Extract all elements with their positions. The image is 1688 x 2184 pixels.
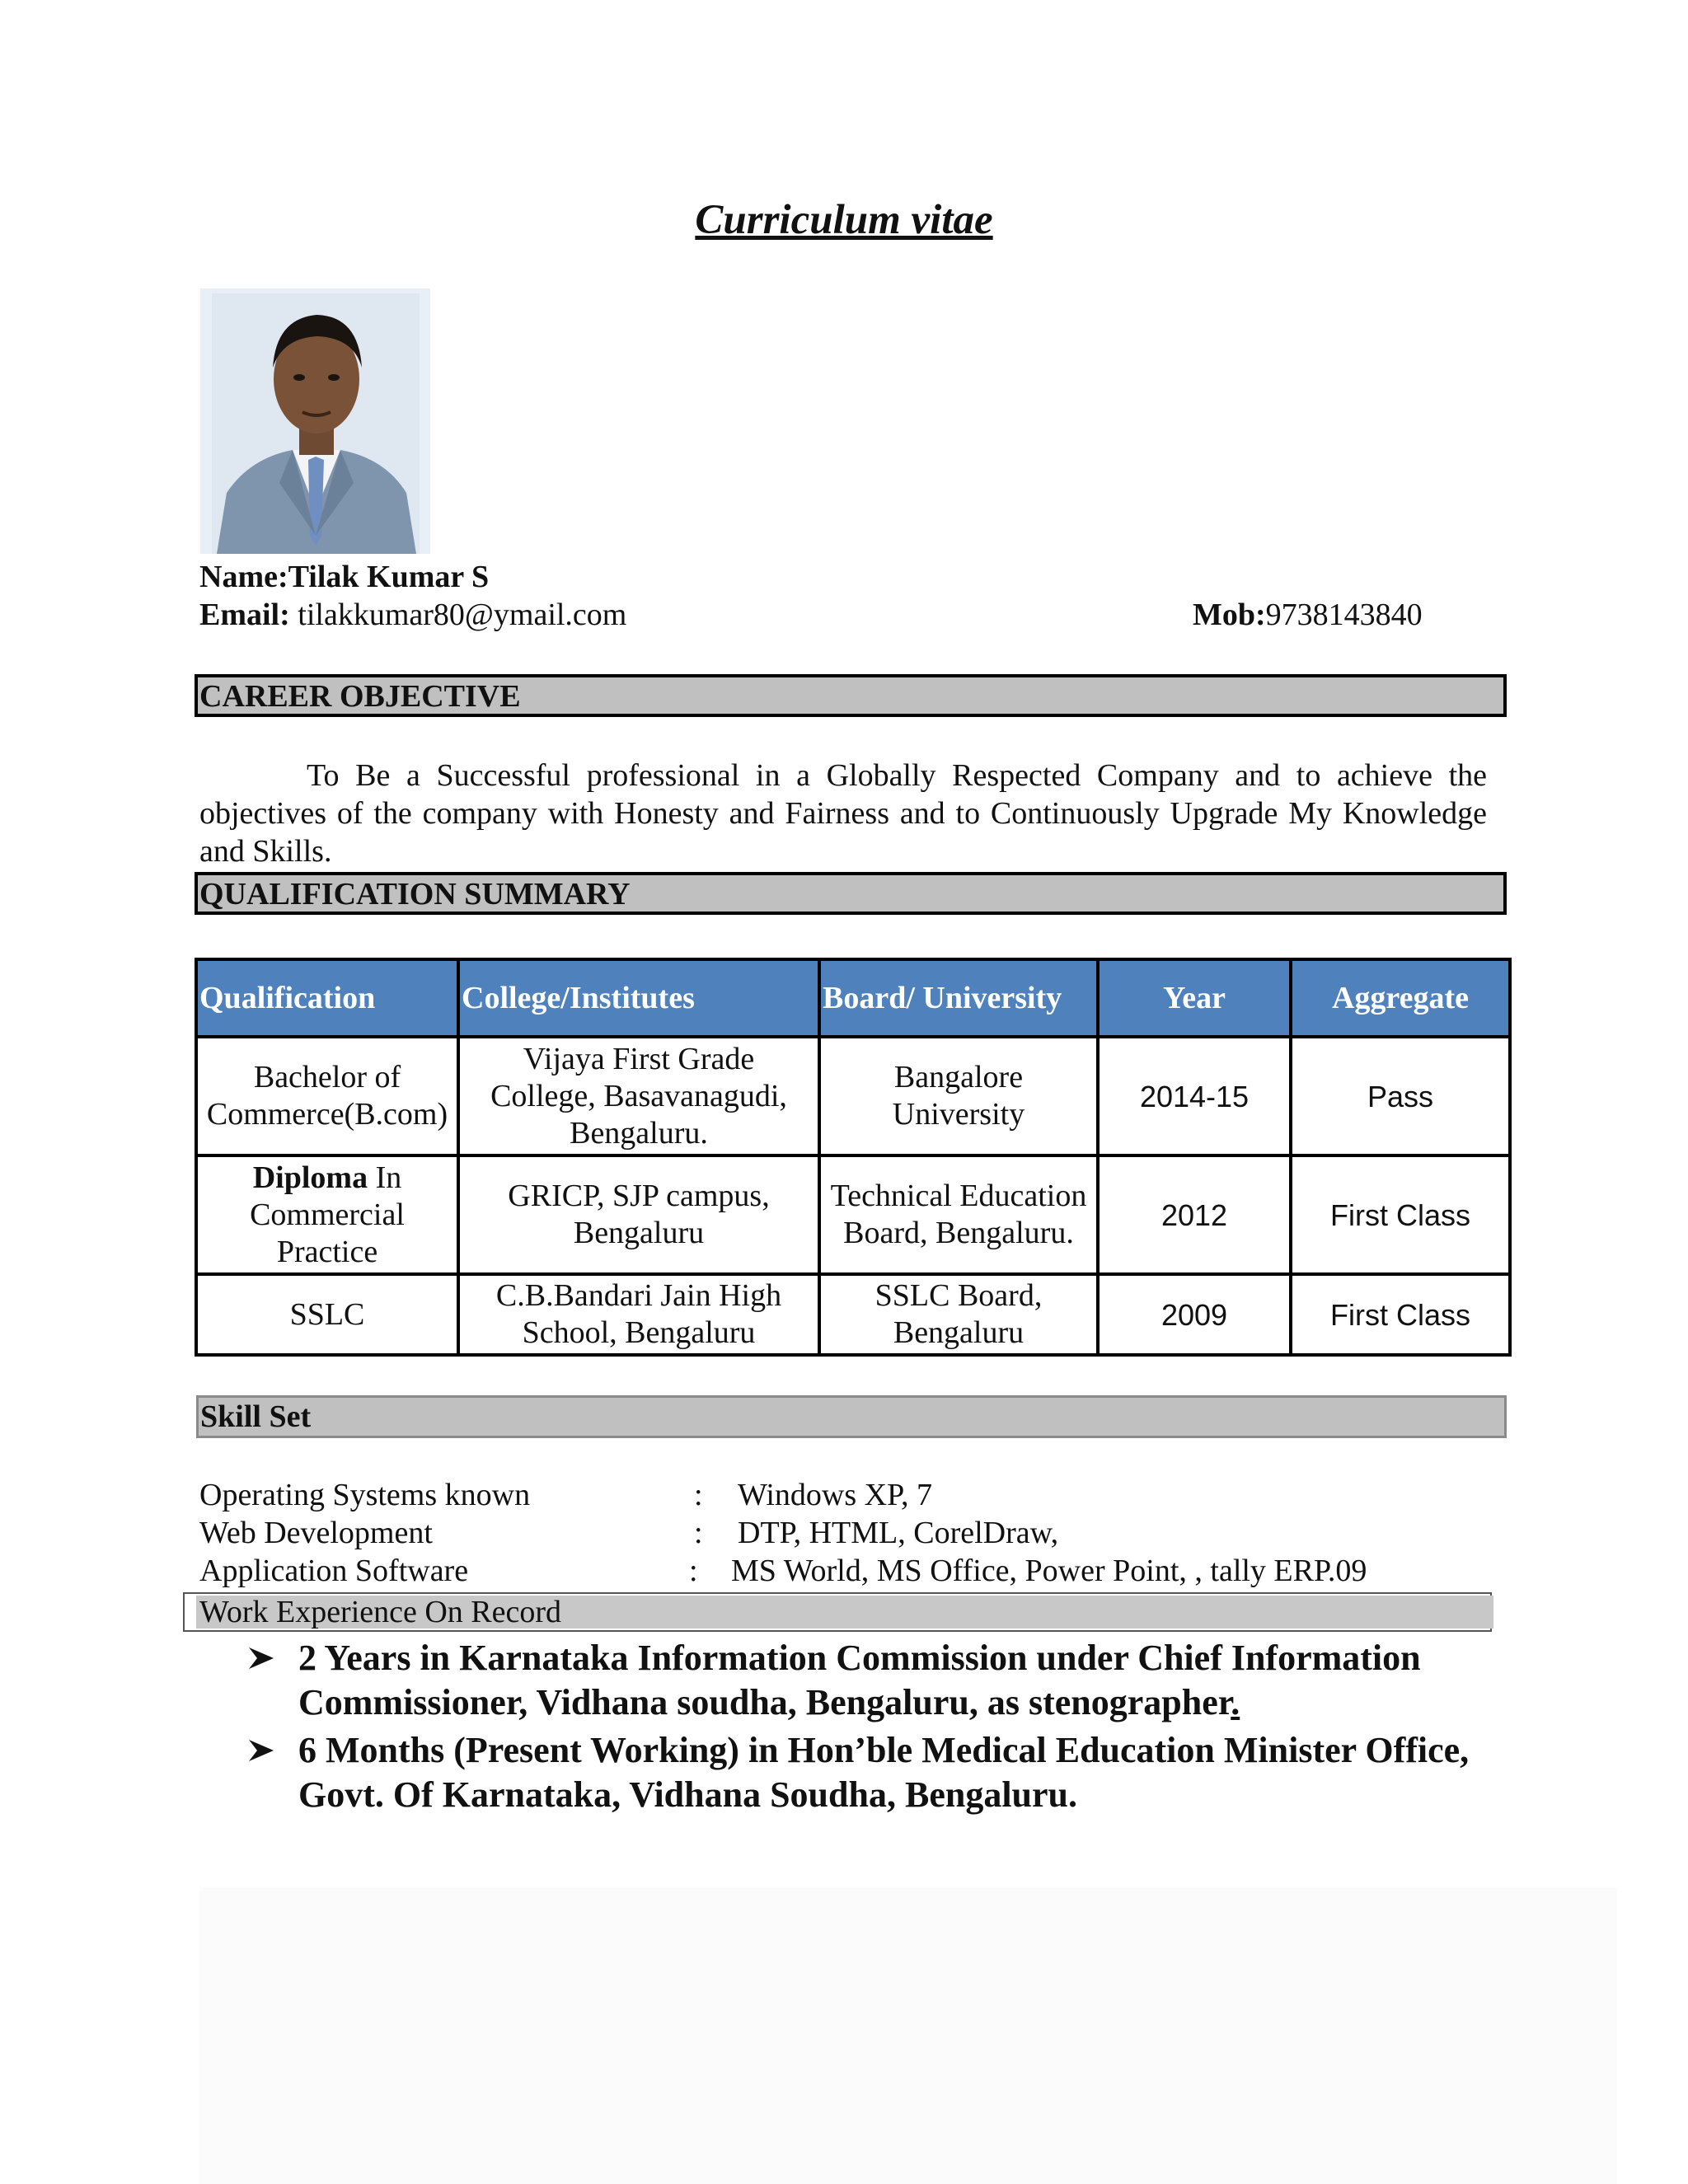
work-experience-heading-label: Work Experience On Record (199, 1595, 562, 1629)
year-cell: 2014-15 (1098, 1037, 1291, 1155)
skill-value: MS World, MS Office, Power Point, , tally ERP.09 (731, 1554, 1367, 1588)
table-header-row (196, 959, 1510, 1037)
qualification-cell: Bachelor of Commerce(B.com) (196, 1037, 458, 1155)
work-experience-tail: . (1231, 1682, 1240, 1722)
aggregate-cell: First Class (1291, 1274, 1510, 1355)
name-line (199, 559, 489, 595)
skill-separator: : (689, 1554, 698, 1588)
career-objective-text (199, 757, 1487, 870)
skill-label: Application Software (199, 1554, 469, 1588)
aggregate-cell: First Class (1291, 1155, 1510, 1274)
skill-separator: : (694, 1516, 703, 1550)
qualification-summary-heading: QUALIFICATION SUMMARY (195, 872, 1507, 915)
mobile-label: Mob: (1193, 598, 1266, 632)
board-cell: Bangalore University (819, 1037, 1098, 1155)
skill-value: Windows XP, 7 (738, 1478, 932, 1512)
page-shade (199, 1887, 1617, 2184)
name-label: Name: (199, 560, 288, 594)
skill-separator: : (694, 1478, 703, 1512)
email-value[interactable]: tilakkumar80@ymail.com (289, 598, 627, 632)
college-cell: GRICP, SJP campus, Bengaluru (458, 1155, 819, 1274)
column-header: Year (1098, 959, 1291, 1037)
college-cell: C.B.Bandari Jain High School, Bengaluru (458, 1274, 819, 1355)
list-item (247, 1728, 1484, 1817)
mobile-line (1193, 597, 1423, 633)
table-row (196, 1274, 1510, 1355)
work-experience-text: 6 Months (Present Working) in Hon’ble Medical Education Minister Office, Govt. Of Karnataka, Vidhana Soudha, Bengaluru. (298, 1730, 1470, 1815)
mobile-value: 9738143840 (1265, 598, 1423, 632)
qualification-cell: SSLC (196, 1274, 458, 1355)
year-cell: 2009 (1098, 1274, 1291, 1355)
aggregate-cell: Pass (1291, 1037, 1510, 1155)
skill-value: DTP, HTML, CorelDraw, (738, 1516, 1059, 1550)
board-cell: Technical Education Board, Bengaluru. (819, 1155, 1098, 1274)
career-objective-body: To Be a Successful professional in a Globally Respected Company and to achieve the objectives of the company with Honesty and Fairness and to Continuously Upgrade My Knowledge and Skills. (199, 758, 1487, 869)
career-objective-heading: CAREER OBJECTIVE (195, 674, 1507, 717)
name-value: Tilak Kumar S (288, 560, 490, 594)
list-item (247, 1636, 1484, 1725)
skill-label: Operating Systems known (199, 1478, 531, 1512)
arrow-bullet-icon (247, 1738, 275, 1763)
qualification-table (195, 958, 1512, 1357)
skill-set-heading: Skill Set (196, 1395, 1507, 1438)
qualification-cell: Diploma In Commercial Practice (196, 1155, 458, 1274)
year-cell: 2012 (1098, 1155, 1291, 1274)
table-row (196, 1155, 1510, 1274)
page-title: Curriculum vitae (695, 197, 993, 243)
table-row (196, 1037, 1510, 1155)
column-header: Aggregate (1291, 959, 1510, 1037)
arrow-bullet-icon (247, 1646, 275, 1671)
column-header: Board/ University (819, 959, 1098, 1037)
work-experience-text: 2 Years in Karnataka Information Commission under Chief Information Commissioner, Vidhana soudha, Bengaluru, as stenographer (298, 1638, 1421, 1722)
column-header: Qualification (196, 959, 458, 1037)
work-experience-heading (183, 1592, 1492, 1632)
college-cell: Vijaya First Grade College, Basavanagudi, Bengaluru. (458, 1037, 819, 1155)
email-line (199, 597, 626, 633)
work-experience-list (247, 1636, 1484, 1821)
board-cell: SSLC Board, Bengaluru (819, 1274, 1098, 1355)
profile-photo (200, 288, 430, 554)
skill-label: Web Development (199, 1516, 433, 1550)
column-header: College/Institutes (458, 959, 819, 1037)
email-label: Email: (199, 598, 290, 632)
